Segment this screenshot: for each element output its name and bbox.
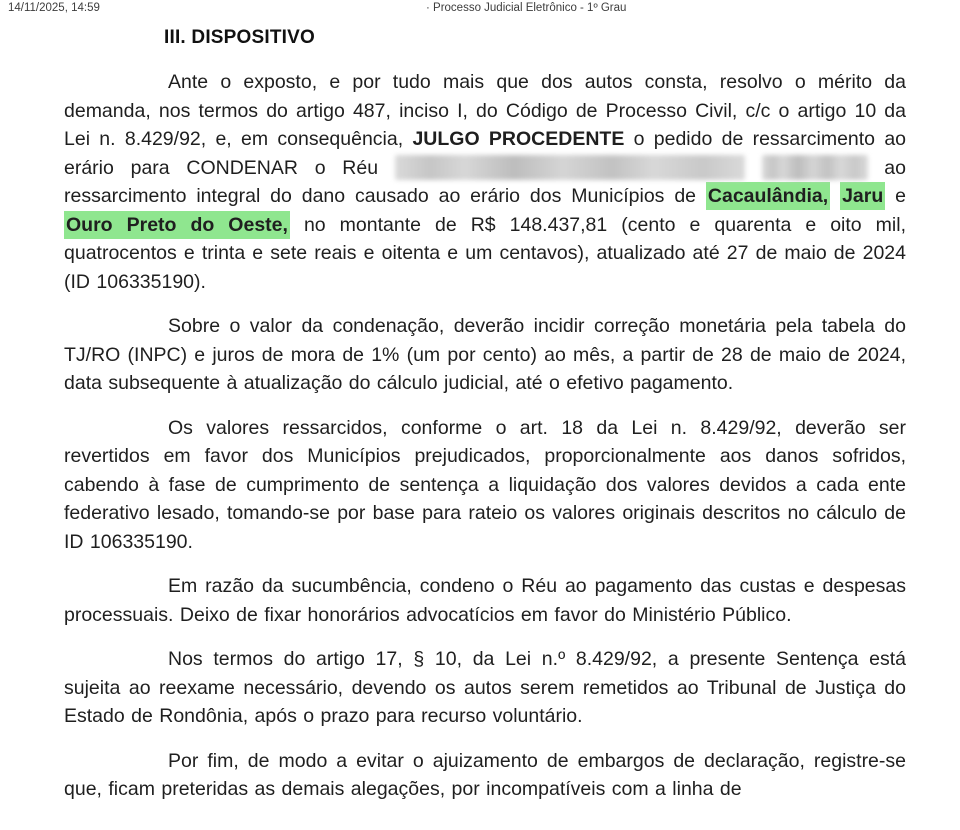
text-run: Ante o exposto, e por tudo mais que dos autos consta, resolvo o mérito da demanda, nos termos do artigo 487, inciso I, do Código de Processo Civil, c/c o artigo 10 da Lei n. 8.429/92, e, em consequência,	[64, 71, 906, 150]
text-run: o pedido de ressarcimento ao erário para CONDENAR o Réu	[64, 128, 907, 179]
text-run: no montante de R$ 148.437,81 (cento e quarenta e oito mil, quatrocentos e trinta e sete reais e oitenta e um centavos), atualizado até 27 de maio de 2024 (ID 106335190).	[64, 213, 907, 293]
print-datetime: 14/11/2025, 14:59	[8, 2, 100, 14]
redacted-text	[395, 155, 745, 180]
highlighted-text: Cacaulândia,	[706, 182, 830, 210]
document-page	[64, 27, 906, 804]
text-run: ao ressarcimento integral do dano causado ao erário dos Municípios de	[64, 156, 906, 207]
text-run	[830, 185, 840, 207]
paragraph	[64, 747, 906, 804]
text-run	[745, 157, 762, 179]
print-header	[0, 0, 960, 18]
paragraph	[64, 312, 906, 398]
highlighted-text: Jaru	[840, 182, 885, 210]
redacted-text	[762, 155, 868, 180]
print-doc-title: · Processo Judicial Eletrônico - 1º Grau	[426, 2, 627, 14]
text-run: e	[885, 185, 907, 207]
paragraph	[64, 414, 906, 557]
text-run: Nos termos do artigo 17, § 10, da Lei n.º 8.429/92, a presente Sentença está sujeita ao reexame necessário, devendo os autos serem remetidos ao Tribunal de Justiça do Estado de Rondônia, após o prazo para recurso voluntário.	[64, 648, 906, 727]
paragraph	[64, 68, 906, 296]
text-run: Os valores ressarcidos, conforme o art. 18 da Lei n. 8.429/92, deverão ser revertidos em favor dos Municípios prejudicados, proporcionalmente aos danos sofridos, cabendo à fase de cumprimento de sentença a liquidação dos valores devidos a cada ente federativo lesado, tomando-se por base para rateio os valores originais descritos no cálculo de ID 106335190.	[64, 416, 906, 553]
paragraph	[64, 645, 906, 731]
highlighted-text: Ouro Preto do Oeste,	[64, 211, 290, 239]
text-run: Por fim, de modo a evitar o ajuizamento de embargos de declaração, registre-se que, ficam preteridas as demais alegações, por incompatíveis com a linha de	[64, 749, 906, 800]
text-run: Sobre o valor da condenação, deverão incidir correção monetária pela tabela do TJ/RO (INPC) e juros de mora de 1% (um por cento) ao mês, a partir de 28 de maio de 2024, data subsequente à atualização do cálculo judicial, até o efetivo pagamento.	[64, 315, 906, 394]
text-run: JULGO PROCEDENTE	[412, 128, 625, 150]
text-run: Em razão da sucumbência, condeno o Réu ao pagamento das custas e despesas processuais. Deixo de fixar honorários advocatícios em favor do Ministério Público.	[64, 575, 906, 626]
document-body	[64, 68, 906, 804]
paragraph	[64, 572, 906, 629]
section-heading: III. DISPOSITIVO	[164, 27, 316, 48]
